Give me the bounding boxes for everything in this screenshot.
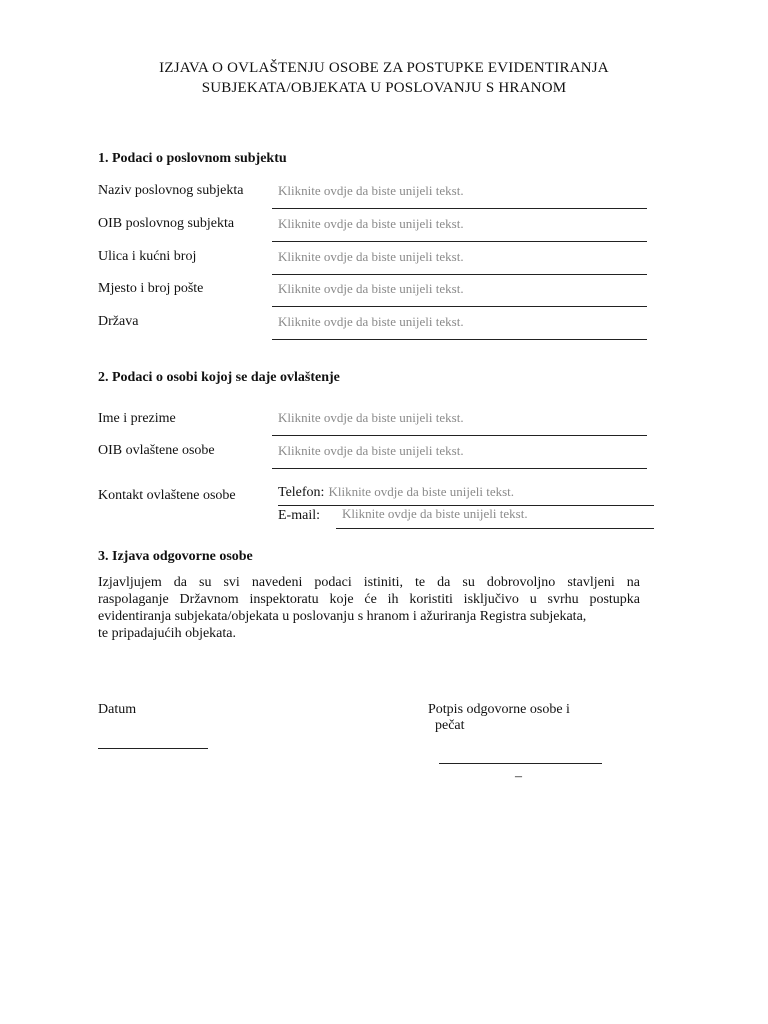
city-postcode-field[interactable]: Kliknite ovdje da biste unijeli tekst. bbox=[272, 281, 647, 307]
section1-heading: 1. Podaci o poslovnom subjektu bbox=[98, 151, 287, 166]
section3-heading: 3. Izjava odgovorne osobe bbox=[98, 549, 253, 564]
authorized-oib-field[interactable]: Kliknite ovdje da biste unijeli tekst. bbox=[272, 443, 647, 469]
business-oib-label: OIB poslovnog subjekta bbox=[98, 216, 235, 231]
date-line[interactable] bbox=[98, 748, 208, 749]
business-oib-field[interactable]: Kliknite ovdje da biste unijeli tekst. bbox=[272, 216, 647, 242]
contact-label: Kontakt ovlaštene osobe bbox=[98, 488, 236, 503]
full-name-field[interactable]: Kliknite ovdje da biste unijeli tekst. bbox=[272, 410, 647, 436]
street-field[interactable]: Kliknite ovdje da biste unijeli tekst. bbox=[272, 249, 647, 275]
business-name-field[interactable]: Kliknite ovdje da biste unijeli tekst. bbox=[272, 183, 647, 209]
signature-dash: – bbox=[515, 769, 522, 784]
document-title-line1: IZJAVA O OVLAŠTENJU OSOBE ZA POSTUPKE EVIDENTIRANJA bbox=[159, 60, 609, 76]
country-label: Država bbox=[98, 314, 139, 329]
street-label: Ulica i kućni broj bbox=[98, 249, 197, 264]
full-name-label: Ime i prezime bbox=[98, 411, 176, 426]
signature-label-line1: Potpis odgovorne osobe i bbox=[428, 702, 570, 717]
declaration-line-3: evidentiranja subjekata/objekata u poslovanju s hranom i ažuriranja Registra subjekata, bbox=[98, 609, 587, 624]
signature-line[interactable] bbox=[439, 763, 602, 764]
city-postcode-label: Mjesto i broj pošte bbox=[98, 281, 204, 296]
phone-field[interactable] bbox=[278, 483, 654, 506]
declaration-line-1: Izjavljujem da su svi navedeni podaci istiniti, te da su dobrovoljno stavljeni na bbox=[98, 575, 640, 590]
declaration-text bbox=[98, 574, 640, 642]
document-title-line2: SUBJEKATA/OBJEKATA U POSLOVANJU S HRANOM bbox=[201, 80, 567, 96]
phone-placeholder: Kliknite ovdje da biste unijeli tekst. bbox=[328, 484, 515, 499]
authorized-oib-label: OIB ovlaštene osobe bbox=[98, 443, 215, 458]
email-field[interactable]: Kliknite ovdje da biste unijeli tekst. bbox=[336, 506, 654, 529]
business-name-label: Naziv poslovnog subjekta bbox=[98, 183, 244, 198]
country-field[interactable]: Kliknite ovdje da biste unijeli tekst. bbox=[272, 314, 647, 340]
declaration-line-4: te pripadajućih objekata. bbox=[98, 626, 236, 641]
declaration-line-2: raspolaganje Državnom inspektoratu koje će ih koristiti isključivo u svrhu postupka bbox=[98, 592, 640, 607]
email-label: E-mail: bbox=[278, 508, 320, 523]
signature-label-line2: pečat bbox=[435, 718, 465, 733]
phone-label: Telefon: bbox=[278, 485, 325, 500]
section2-heading: 2. Podaci o osobi kojoj se daje ovlaštenje bbox=[98, 370, 340, 385]
date-label: Datum bbox=[98, 702, 137, 717]
